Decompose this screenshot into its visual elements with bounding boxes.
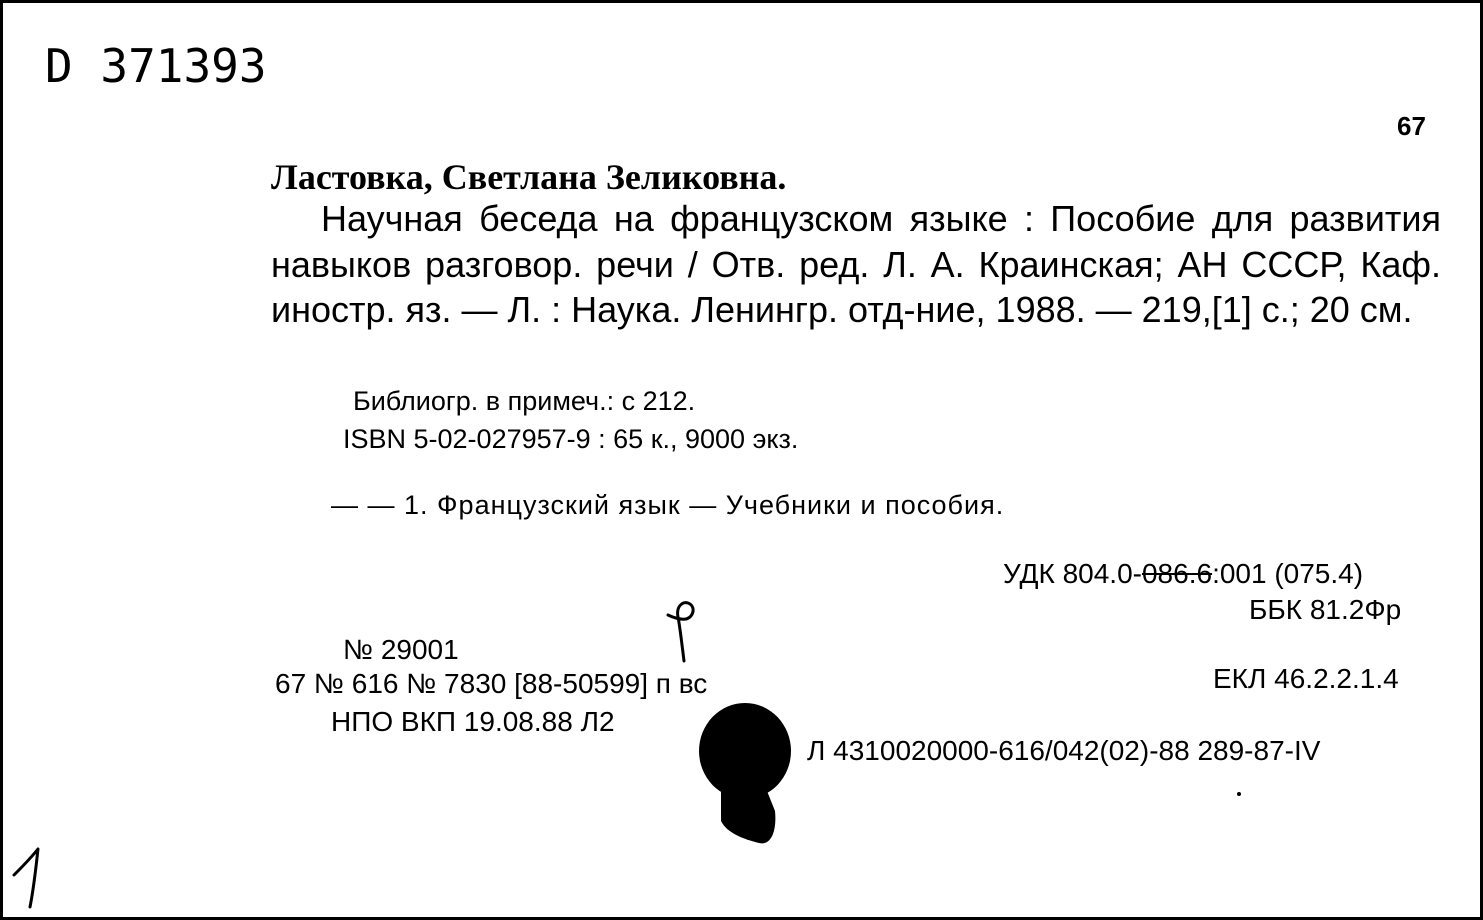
handwritten-1-mark <box>8 843 58 913</box>
handwritten-p-mark <box>658 593 703 663</box>
order-line: 67 № 616 № 7830 [88-50599] п вс <box>275 668 708 699</box>
bibliographic-description: Научная беседа на французском языке : Пособие для развития навыков разговор. речи / Отв. ред. Л. А. Краинская; АН СССР, Каф. иностр. яз. — Л. : Наука. Ленингр. отд-ние, 1988. — 219,[1] с.; 20 см. <box>271 198 1441 330</box>
author-heading: Ластовка, Светлана Зеликовна. <box>271 157 787 197</box>
bbk-classification: ББК 81.2Фр <box>1249 594 1402 625</box>
call-number: D 371393 <box>45 39 267 93</box>
inventory-number: № 29001 <box>343 634 459 665</box>
subject-heading: — — 1. Французский язык — Учебники и пособия. <box>331 490 1005 520</box>
ink-blot-stamp <box>693 701 793 851</box>
bibliography-note: Библиогр. в примеч.: с 212. <box>353 386 696 416</box>
ekl-classification: ЕКЛ 46.2.2.1.4 <box>1213 663 1399 694</box>
udk-suffix: :001 (075.4) <box>1212 558 1364 589</box>
printer-line: НПО ВКП 19.08.88 Л2 <box>331 706 615 737</box>
stray-dot <box>1237 792 1241 796</box>
corner-mark: 67 <box>1397 111 1426 141</box>
udk-classification <box>1003 560 1363 588</box>
udk-prefix: УДК 804.0- <box>1003 558 1142 589</box>
udk-struck: 086.6 <box>1141 558 1213 589</box>
l-number: Л 4310020000-616/042(02)-88 289-87-IV <box>807 735 1321 766</box>
isbn-line: ISBN 5-02-027957-9 : 65 к., 9000 экз. <box>343 424 799 454</box>
